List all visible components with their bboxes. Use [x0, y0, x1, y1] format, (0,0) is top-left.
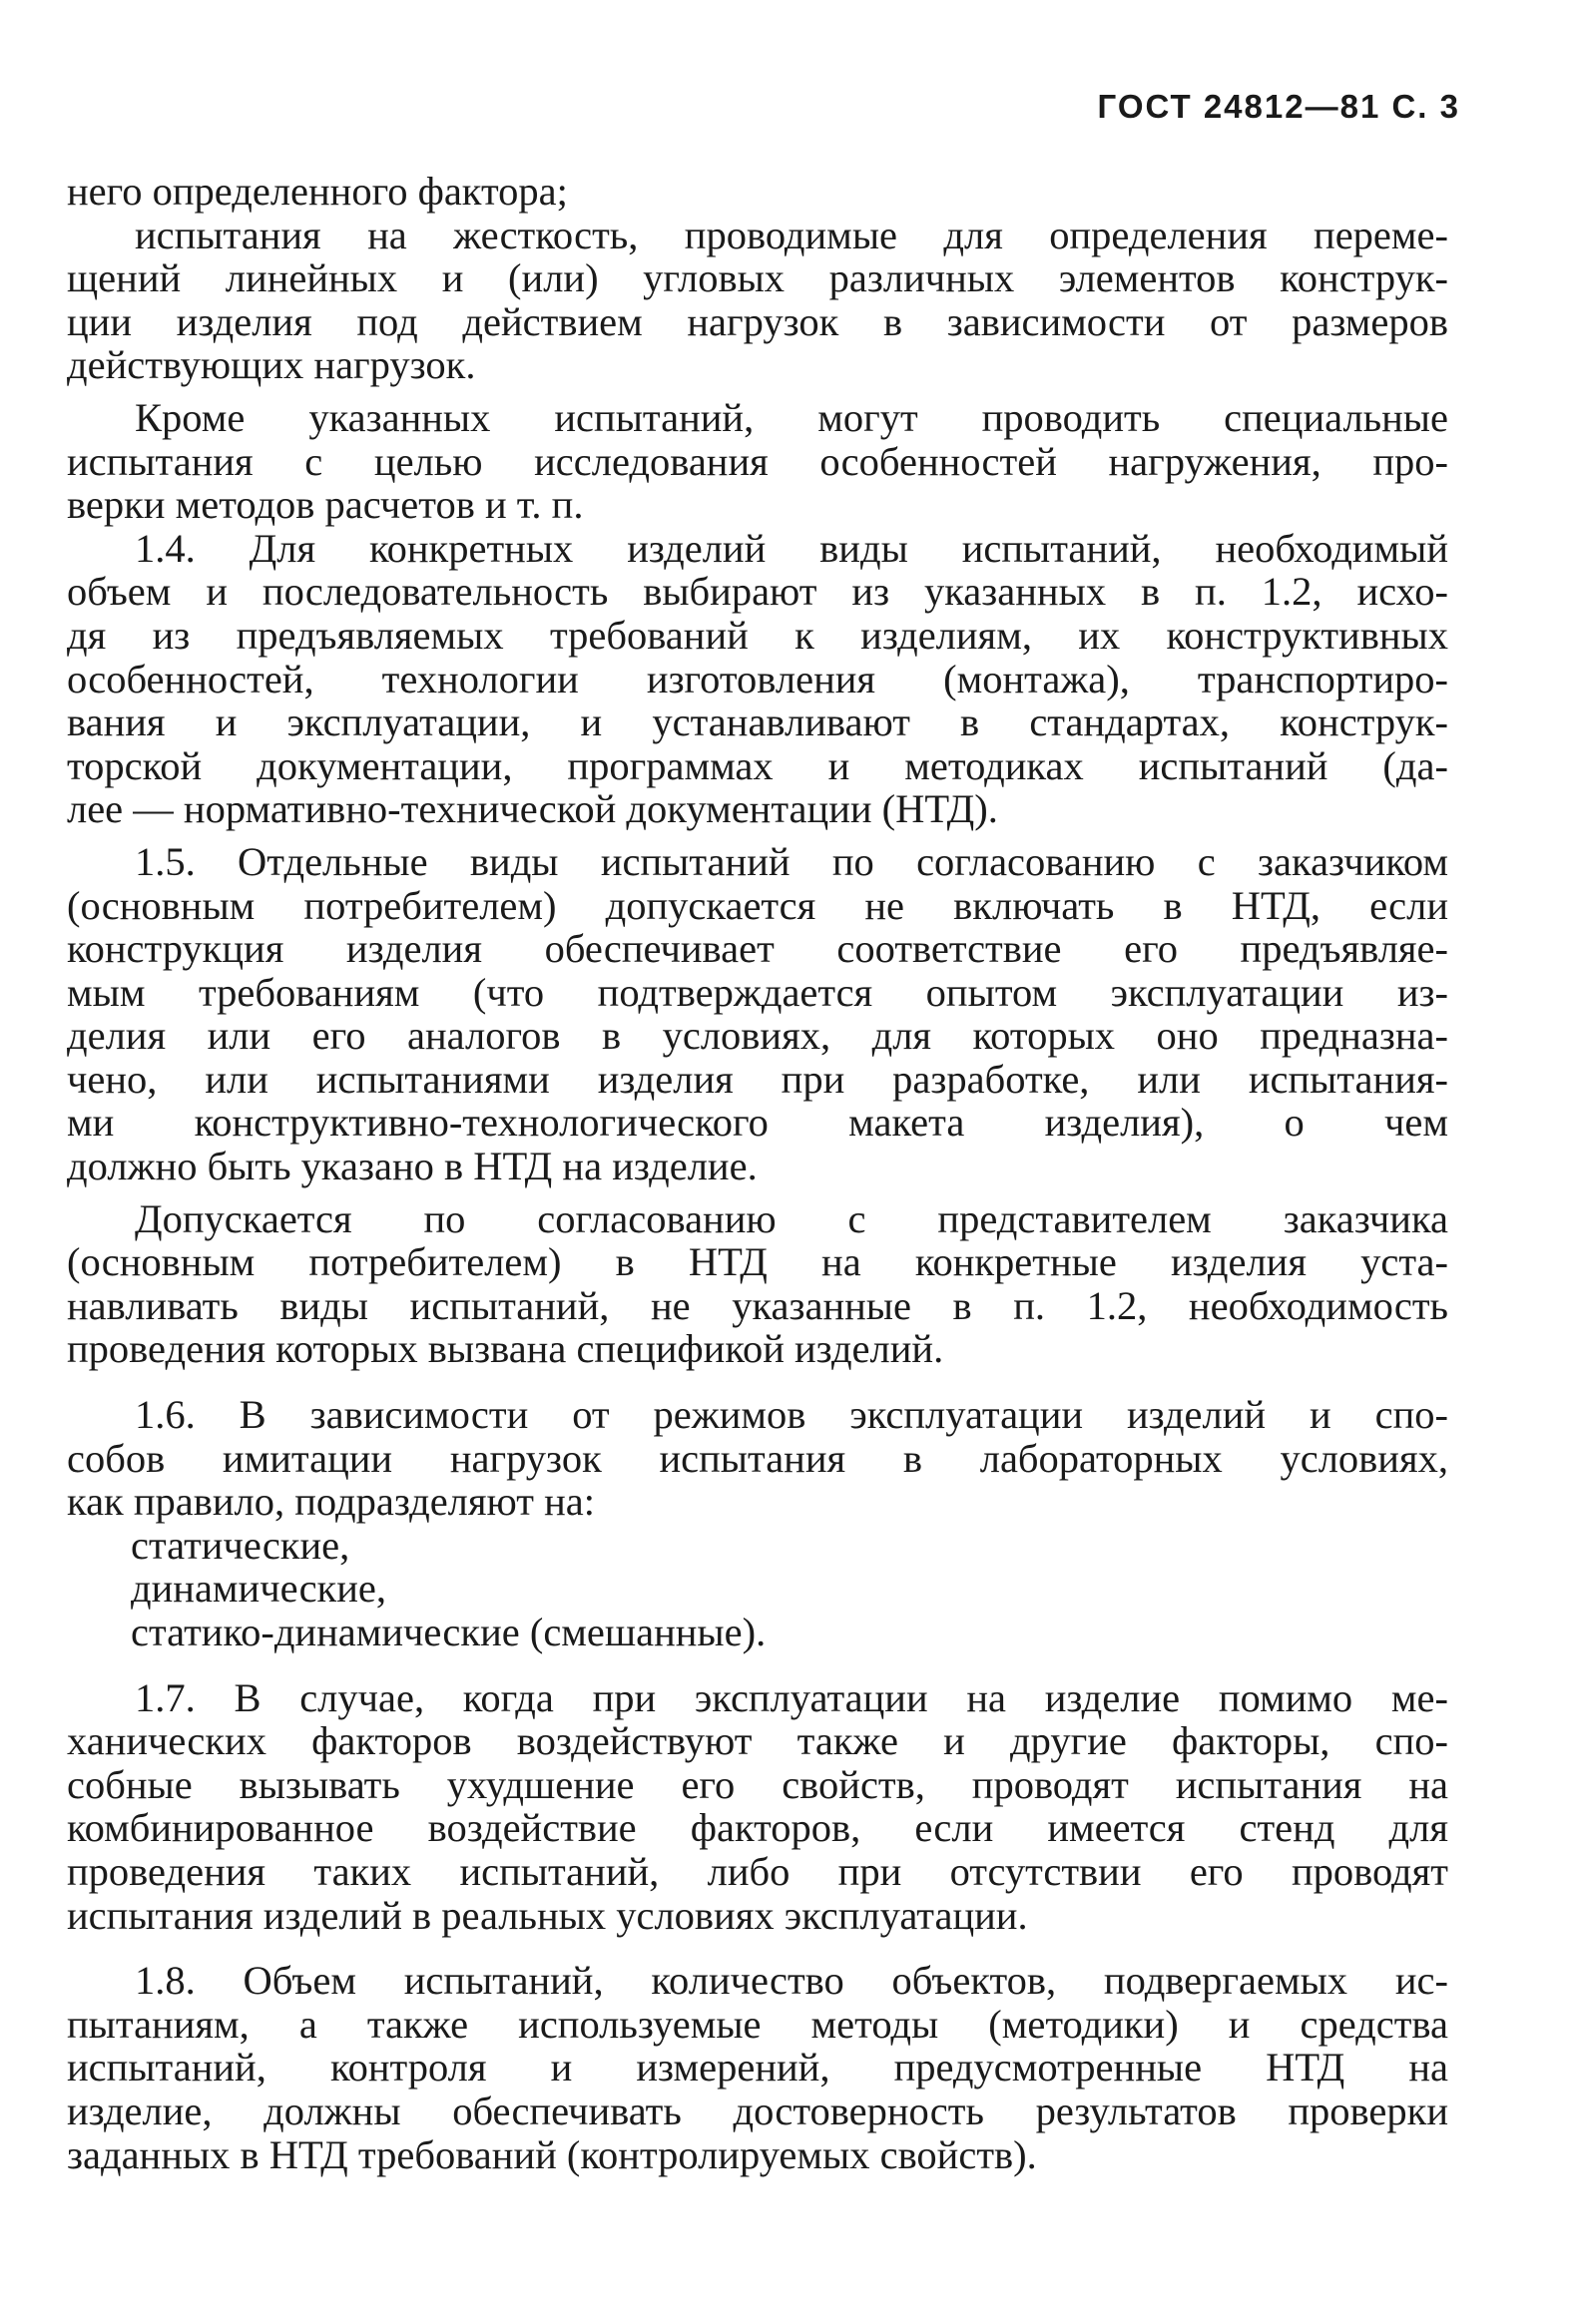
text-line: как правило, подразделяют на: [67, 1479, 595, 1525]
text-line: 1.6. В зависимости от режимов эксплуатации изделий и спо- [135, 1392, 1448, 1438]
text-line: Допускается по согласованию с представителем заказчика [135, 1195, 1448, 1241]
text-line: ханических факторов воздействуют также и другие факторы, спо- [67, 1718, 1448, 1764]
text-line: заданных в НТД требований (контролируемых свойств). [67, 2131, 1037, 2177]
text-line: изделие, должны обеспечивать достоверность результатов проверки [67, 2088, 1448, 2133]
document-body [67, 170, 1448, 2176]
text-line: 1.5. Отдельные виды испытаний по согласованию с заказчиком [135, 838, 1448, 884]
text-line: делия или его аналогов в условиях, для которых оно предназна- [67, 1013, 1448, 1059]
paragraph-1-6 [67, 1393, 1448, 1524]
text-line: собные вызывать ухудшение его свойств, проводят испытания на [67, 1761, 1448, 1807]
paragraph-additional-tests [67, 1197, 1448, 1371]
test-types-list [67, 1524, 1448, 1654]
text-line: верки методов расчетов и т. п. [67, 482, 584, 528]
text-line: (основным потребителем) в НТД на конкретные изделия уста- [67, 1239, 1448, 1285]
paragraph-1-4 [67, 527, 1448, 831]
text-line: щений линейных и (или) угловых различных элементов конструк- [67, 255, 1448, 301]
text-line: дя из предъявляемых требований к изделиям, их конструктивных [67, 612, 1448, 658]
text-line: испытаний, контроля и измерений, предусмотренные НТД на [67, 2045, 1448, 2091]
paragraph-stiffness-tests [67, 214, 1448, 387]
text-line: ции изделия под действием нагрузок в зависимости от размеров [67, 298, 1448, 344]
text-line: собов имитации нагрузок испытания в лабораторных условиях, [67, 1435, 1448, 1481]
list-item: динамические, [131, 1566, 387, 1612]
text-line: лее — нормативно-технической документации (НТД). [67, 786, 998, 832]
paragraph-special-tests [67, 396, 1448, 527]
text-line: действующих нагрузок. [67, 342, 476, 388]
paragraph-1-8 [67, 1959, 1448, 2176]
text-line: 1.4. Для конкретных изделий виды испытаний, необходимый [135, 525, 1448, 571]
list-item: статические, [131, 1522, 350, 1568]
text-line: особенностей, технологии изготовления (монтажа), транспортиро- [67, 656, 1448, 701]
text-line: должно быть указано в НТД на изделие. [67, 1144, 758, 1189]
text-line: мым требованиям (что подтверждается опытом эксплуатации из- [67, 969, 1448, 1015]
text-line: проведения таких испытаний, либо при отсутствии его проводят [67, 1848, 1448, 1894]
text-line: проведения которых вызвана спецификой изделий. [67, 1326, 944, 1372]
text-line: ми конструктивно-технологического макета изделия), о чем [67, 1100, 1448, 1146]
text-line: него определенного фактора; [67, 169, 568, 214]
text-line: комбинированное воздействие факторов, если имеется стенд для [67, 1805, 1448, 1851]
text-line: вания и эксплуатации, и устанавливают в стандартах, конструк- [67, 699, 1448, 745]
text-line: Кроме указанных испытаний, могут проводить специальные [135, 394, 1448, 440]
text-line: чено, или испытаниями изделия при разработке, или испытания- [67, 1056, 1448, 1102]
text-line: конструкция изделия обеспечивает соответствие его предъявляе- [67, 926, 1448, 972]
page-header: ГОСТ 24812—81 С. 3 [1097, 88, 1460, 125]
text-line: (основным потребителем) допускается не включать в НТД, если [67, 882, 1448, 928]
text-line: 1.7. В случае, когда при эксплуатации на изделие помимо ме- [135, 1674, 1448, 1720]
text-line: навливать виды испытаний, не указанные в п. 1.2, необходимость [67, 1282, 1448, 1328]
text-line: объем и последовательность выбирают из указанных в п. 1.2, исхо- [67, 569, 1448, 615]
paragraph-1-5 [67, 840, 1448, 1188]
text-line: пытаниям, а также используемые методы (методики) и средства [67, 2001, 1448, 2047]
paragraph-continuation [67, 170, 1448, 214]
text-line: испытания на жесткость, проводимые для определения переме- [135, 212, 1448, 257]
text-line: торской документации, программах и методиках испытаний (да- [67, 742, 1448, 788]
paragraph-1-7 [67, 1676, 1448, 1938]
text-line: испытания изделий в реальных условиях эксплуатации. [67, 1892, 1028, 1938]
text-line: испытания с целью исследования особенностей нагружения, про- [67, 438, 1448, 484]
list-item: статико-динамические (смешанные). [131, 1610, 767, 1654]
text-line: 1.8. Объем испытаний, количество объектов, подвергаемых ис- [135, 1958, 1448, 2004]
